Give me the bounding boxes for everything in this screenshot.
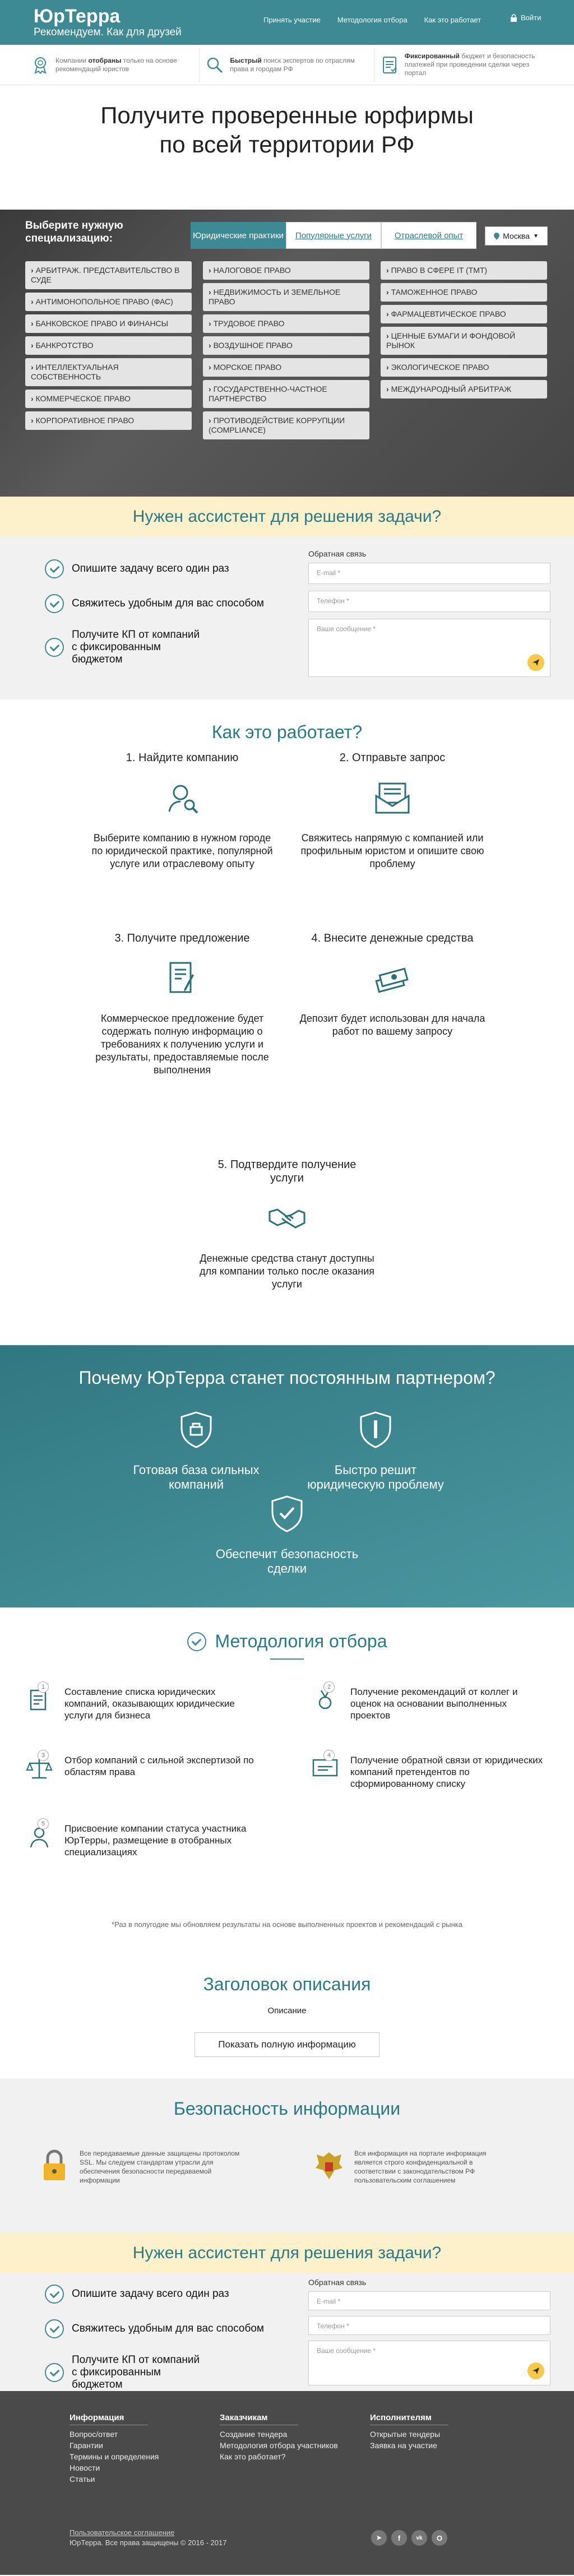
city-select[interactable] [485,226,548,245]
feature-text-post: бюджет и безопасность платежей при проведении сделки через портал [404,52,535,77]
security-text: Вся информация на портале информация является строго конфиденциальной в соответствии с законодательством РФ пользовательским соглашением [354,2149,487,2184]
specialization-section [0,210,574,497]
methodology-item [25,1754,261,1782]
footer-link[interactable]: Новости [70,2463,100,2472]
login-label: Войти [521,13,541,22]
specialization-item[interactable]: › МОРСКОЕ ПРАВО [203,358,369,377]
description-title: Заголовок описания [203,1974,371,1994]
chevron-down-icon: ▼ [533,233,539,239]
footer-link[interactable]: Термины и определения [70,2452,159,2461]
shield-badge-icon [178,1410,214,1449]
security-title: Безопасность информации [173,2098,401,2119]
specialization-item[interactable]: › ЭКОЛОГИЧЕСКОЕ ПРАВО [381,358,547,377]
check-item-text: Свяжитесь удобным для вас способом [72,597,264,609]
message-placeholder: Ваше сообщение * [317,625,376,633]
check-item-text: Получите КП от компаний с фиксированным бюджетом [72,2354,200,2390]
assistant-checklist [45,2285,264,2391]
assistant-checklist [45,559,264,666]
step-title: 1. Найдите компанию [126,752,239,764]
step-text: Свяжитесь напрямую с компанией или профильным юристом и опишите свою проблему [300,832,484,869]
brand-slogan: Рекомендуем. Как для друзей [34,26,182,38]
how-step [87,932,277,1077]
vk-icon[interactable]: vk [411,2530,427,2546]
description-text: Описание [267,2006,307,2016]
features-bar [0,45,574,85]
footer-link[interactable]: Гарантии [70,2441,103,2450]
document-list-icon [25,1683,53,1714]
feedback-form [308,549,550,684]
search-icon [205,55,224,75]
specialization-item[interactable]: › АНТИМОНОПОЛЬНОЕ ПРАВО (ФАС) [25,293,192,311]
methodology-text: Составление списка юридических компаний, оказывающих юридические услуги для бизнеса [64,1687,235,1721]
checkmark-icon [187,1632,206,1651]
step-text: Денежные средства станут доступны для компании только после оказания услуги [199,1253,375,1290]
checkmark-icon [45,2319,64,2338]
shield-tool-icon [358,1410,394,1449]
specialization-item[interactable]: › ТРУДОВОЕ ПРАВО [203,314,369,333]
footer-column-title: Заказчикам [220,2412,298,2425]
footer-link[interactable]: Создание тендера [220,2430,288,2439]
step-title: 5. Подтвердите получение услуги [217,1159,357,1184]
footer-bottom [70,2528,226,2548]
specialization-item[interactable]: › ПРОТИВОДЕЙСТВИЕ КОРРУПЦИИ (COMPLIANCE) [203,411,369,439]
social-links [371,2530,447,2546]
how-step [297,751,488,870]
tab-popular-services[interactable]: Популярные услуги [286,222,381,249]
footer-link[interactable]: Заявка на участие [370,2441,437,2450]
document-pen-icon [163,958,202,998]
why-item [214,1494,360,1576]
handshake-icon [267,1198,307,1238]
lock-icon [510,14,517,22]
methodology-title: Методология отбора [215,1631,387,1651]
footer-column [220,2412,338,2462]
check-item-text: Опишите задачу всего один раз [72,563,229,574]
feature-text-bold: Фиксированный [404,52,460,60]
specialization-item[interactable]: › ИНТЕЛЛЕКТУАЛЬНАЯ СОБСТВЕННОСТЬ [25,358,192,386]
odnoklassniki-icon[interactable]: О [432,2530,447,2546]
phone-field[interactable]: Телефон * [308,2316,550,2335]
document-icon [380,55,399,75]
specialization-item[interactable]: › КОММЕРЧЕСКОЕ ПРАВО [25,390,192,408]
check-item [45,2354,264,2391]
step-text: Коммерческое предложение будет содержать полную информацию о требованиях к получению услуги и результаты, предоставляемые после выполнения [95,1013,269,1076]
nav-methodology-link[interactable]: Методология отбора [337,16,408,24]
specialization-item[interactable]: › БАНКОВСКОЕ ПРАВО И ФИНАНСЫ [25,314,192,333]
specialization-column [25,261,192,439]
step-number: 4 [323,1750,335,1761]
form-title: Обратная связь [308,2278,367,2287]
feature-text-post: только на основе рекомендаций юристов [55,56,177,73]
security-item [39,2149,241,2185]
checkmark-icon [45,559,64,578]
checkmark-icon [45,638,64,657]
how-step [87,751,277,870]
specialization-item[interactable]: › ЦЕННЫЕ БУМАГИ И ФОНДОВОЙ РЫНОК [381,327,547,355]
security-text: Все передаваемые данные защищены протоколом SSL. Мы следуем стандартам утрасли для обеспечения безопасности передаваемой информации [80,2149,240,2184]
specialization-item[interactable]: › ФАРМАЦЕВТИЧЕСКОЕ ПРАВО [381,305,547,323]
check-item [45,594,264,613]
how-step [192,1158,382,1291]
check-item [45,2285,264,2304]
step-title: 4. Внесите денежные средства [311,932,474,944]
how-title: Как это работает? [211,722,363,742]
message-field[interactable] [308,619,550,677]
feature-text-bold: Быстрый [230,56,262,64]
methodology-text: Получение рекомендаций от коллег и оценок на основании выполненных проектов [350,1687,518,1721]
footer-column-title: Исполнителям [370,2412,448,2425]
why-section [0,1345,574,1607]
feature-item [200,48,374,82]
top-nav [263,16,481,24]
divider [270,1658,304,1660]
specialization-item[interactable]: › МЕЖДУНАРОДНЫЙ АРБИТРАЖ [381,380,547,399]
checkmark-icon [45,2285,64,2304]
send-button[interactable] [527,654,544,671]
location-pin-icon [494,233,499,240]
specialization-item[interactable]: › НЕДВИЖИМОСТЬ И ЗЕМЕЛЬНОЕ ПРАВО [203,283,369,311]
specialization-tabs [191,222,476,249]
step-title: 3. Получите предложение [114,932,250,944]
feedback-form [308,2278,550,2392]
medal-icon [311,1683,339,1714]
security-section [0,2078,574,2233]
step-text: Выберите компанию в нужном городе по юридической практике, популярной услуге или отраслевому опыту [91,832,273,869]
step-number: 2 [323,1681,335,1693]
telegram-icon[interactable]: ➤ [371,2530,387,2546]
specialization-label: Выберите нужную специализацию: [25,220,123,244]
methodology-item [311,1754,547,1790]
step-number: 3 [38,1750,49,1761]
footer-link[interactable]: Открытые тендеры [370,2430,441,2439]
copyright: ЮрТерра. Все права защищены © 2016 - 2017 [70,2538,227,2547]
send-icon [532,2367,540,2375]
check-item [45,2319,264,2338]
site-header [0,0,574,45]
feature-text-pre: Компании [55,56,89,64]
email-field[interactable]: E-mail * [308,563,550,584]
assistant-banner: Нужен ассистент для решения задачи? [0,2233,574,2273]
hero-title: Получите проверенные юрфирмы по всей территории РФ [100,102,474,157]
check-item [45,629,264,666]
how-step [297,932,488,1038]
show-more-button[interactable]: Показать полную информацию [195,2032,379,2057]
step-title: 2. Отправьте запрос [339,752,446,764]
specialization-item[interactable]: › АРБИТРАЖ. ПРЕДСТАВИТЕЛЬСТВО В СУДЕ [25,261,192,289]
agreement-link[interactable]: Пользовательское соглашение [70,2528,175,2537]
nav-how-it-works-link[interactable]: Как это работает [424,16,482,24]
checkmark-icon [45,594,64,613]
nav-participate-link[interactable]: Принять участие [263,16,321,24]
methodology-text: Отбор компаний с сильной экспертизой по областям права [64,1755,254,1777]
methodology-note: *Раз в полугодие мы обновляем результаты на основе выполненных проектов и рекомендаций с рынка [112,1920,462,1929]
why-title: Почему ЮрТерра станет постоянным партнером? [78,1368,496,1388]
check-item-text: Свяжитесь удобным для вас способом [72,2323,264,2334]
methodology-item [25,1820,261,1858]
why-item-text: Готовая база сильных компаний [133,1463,260,1491]
footer-link[interactable]: Как это работает? [220,2452,286,2461]
why-item [123,1410,269,1492]
check-item [45,559,264,578]
assistant-banner: Нужен ассистент для решения задачи? [0,497,574,537]
step-number: 1 [38,1681,49,1693]
tab-industry-experience[interactable]: Отраслевой опыт [381,222,476,249]
feature-item [25,48,200,82]
tab-legal-practices[interactable]: Юридические практики [191,222,286,249]
specialization-item[interactable]: › ГОСУДАРСТВЕННО-ЧАСТНОЕ ПАРТНЕРСТВО [203,380,369,408]
why-item [303,1410,448,1492]
specialization-columns [25,254,549,439]
brand[interactable] [34,6,182,39]
footer-column [370,2412,448,2451]
security-item [314,2149,516,2185]
feature-item [374,48,549,82]
methodology-section [0,1607,574,1955]
facebook-icon[interactable]: f [391,2530,407,2546]
check-item-text: Получите КП от компаний с фиксированным бюджетом [72,629,200,665]
description-section [0,1955,574,2078]
footer-column-title: Информация [70,2412,148,2425]
assistant-contact-section [0,537,574,699]
person-badge-icon [25,1820,53,1851]
step-number: 5 [38,1818,49,1829]
feature-text-bold: отобраны [88,56,122,64]
why-item-text: Быстро решит юридическую проблему [307,1463,444,1491]
message-placeholder: Ваше сообщение * [317,2347,376,2355]
money-stack-icon [373,958,412,998]
why-item-text: Обеспечит безопасность сделки [215,1547,359,1576]
award-icon [31,55,50,75]
email-field[interactable]: E-mail * [308,2291,550,2310]
specialization-column [203,261,369,439]
step-text: Депозит будет использован для начала работ по вашему запросу [299,1013,485,1037]
specialization-item[interactable]: › ВОЗДУШНОЕ ПРАВО [203,336,369,355]
specialization-item[interactable]: › НАЛОГОВОЕ ПРАВО [203,261,369,280]
envelope-icon [373,778,412,817]
monitor-icon [311,1754,339,1782]
footer-link[interactable]: Статьи [70,2475,95,2484]
check-item-text: Опишите задачу всего один раз [72,2288,229,2300]
specialization-item[interactable]: › КОРПОРАТИВНОЕ ПРАВО [25,411,192,430]
specialization-item[interactable]: › БАНКРОТСТВО [25,336,192,355]
footer-link[interactable]: Методология отбора участников [220,2441,338,2450]
coat-of-arms-icon [314,2149,344,2183]
message-field[interactable] [308,2341,550,2385]
methodology-heading [0,1607,574,1652]
brand-name: ЮрТерра [34,6,121,27]
shield-check-icon [269,1494,305,1533]
footer-column [70,2412,159,2485]
specialization-item[interactable]: › ПРАВО В СФЕРЕ IT (ТМТ) [381,261,547,280]
footer-link[interactable]: Вопрос/ответ [70,2430,118,2439]
feature-text-post: поиск экспертов по отраслям права и городам РФ [230,56,355,73]
scales-icon [25,1754,53,1782]
city-value: Москва [503,231,530,240]
methodology-text: Получение обратной связи от юридических компаний претендентов по сформированному списку [350,1755,543,1789]
phone-field[interactable]: Телефон * [308,591,550,612]
assistant-contact-section [0,2273,574,2391]
login-button[interactable] [510,13,541,22]
site-footer [0,2391,574,2575]
form-title: Обратная связь [308,549,367,558]
methodology-item [25,1683,261,1721]
send-icon [532,659,540,666]
send-button[interactable] [527,2362,544,2379]
person-search-icon [163,778,202,817]
methodology-text: Присвоение компании статуса участника ЮрТерры, размещение в отобранных специализациях [64,1823,247,1857]
how-it-works-section [0,699,574,1345]
specialization-column [381,261,547,439]
specialization-item[interactable]: › ТАМОЖЕННОЕ ПРАВО [381,283,547,302]
checkmark-icon [45,2363,64,2382]
padlock-icon [39,2149,70,2183]
methodology-item [311,1683,547,1721]
